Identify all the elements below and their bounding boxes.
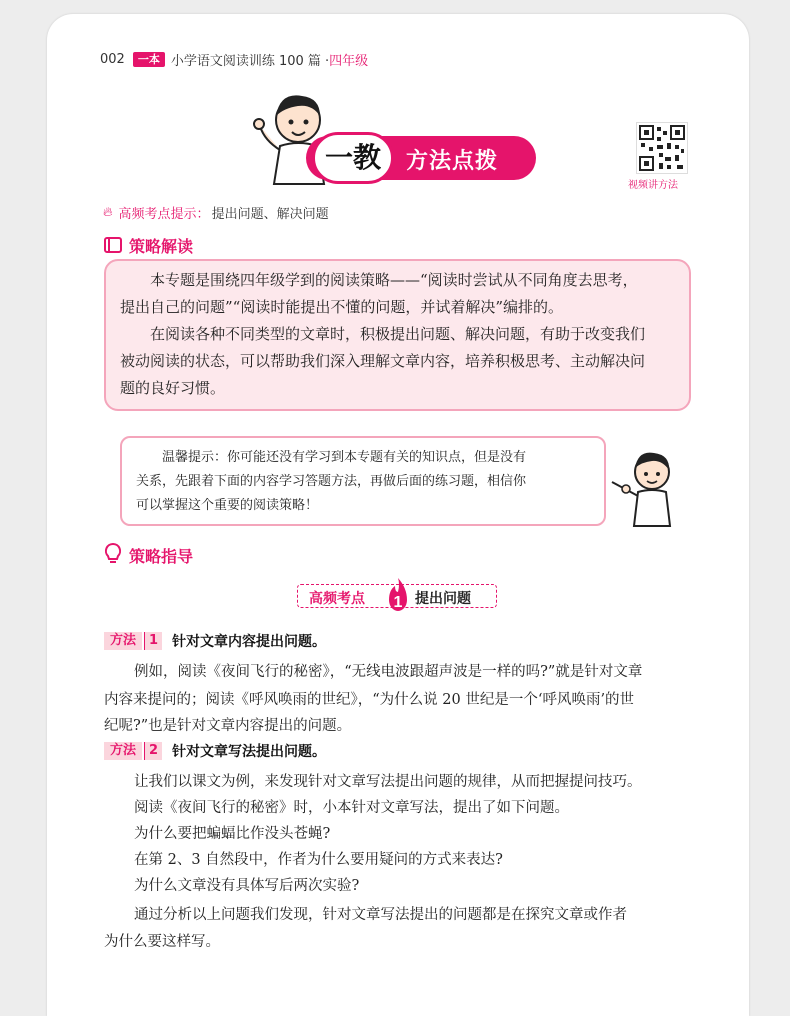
- method-2-heading: [104, 741, 326, 761]
- lightbulb-icon: [104, 542, 122, 564]
- method-1-line: 纪呢?”也是针对文章内容提出的问题。: [104, 718, 352, 734]
- tip-text: 提出问题、解决问题: [211, 207, 329, 222]
- warm-tip-line: 可以掌握这个重要的阅读策略！: [136, 498, 319, 513]
- strategy-line: 题的良好习惯。: [120, 379, 226, 397]
- method-tag: 方法: [104, 632, 142, 650]
- page-number: 002: [100, 51, 125, 67]
- method-1-line: 内容来提问的；阅读《呼风唤雨的世纪》，“为什么说 20 世纪是一个‘呼风唤雨’的世: [104, 692, 635, 708]
- warm-tip-line: 关系，先跟着下面的内容学习答题方法，再做后面的练习题，相信你: [136, 474, 527, 489]
- qr-code[interactable]: [636, 122, 688, 174]
- keypoint-label: 高频考点: [309, 591, 365, 607]
- strategy-line: 提出自己的问题”“阅读时能提出不懂的问题，并试着解决”编排的。: [120, 298, 564, 316]
- warm-tip-box: [120, 436, 606, 526]
- method-2-line: 为什么文章没有具体写后两次实验?: [134, 878, 360, 894]
- method-title: 针对文章写法提出问题。: [172, 744, 327, 760]
- grade-label: 四年级: [329, 53, 369, 69]
- keypoint-heading: [297, 578, 499, 616]
- method-number: 1: [144, 632, 162, 650]
- banner-title: 方法点拨: [406, 149, 499, 174]
- keypoint-tip: [103, 203, 329, 222]
- method-2-line: 让我们以课文为例，来发现针对文章写法提出问题的规律，从而把握提问技巧。: [134, 774, 642, 790]
- section-banner: [306, 132, 536, 186]
- method-1-line: 例如，阅读《夜间飞行的秘密》，“无线电波跟超声波是一样的吗?”就是针对文章: [134, 664, 643, 680]
- section-title-strategy-guide: 策略指导: [129, 547, 194, 566]
- strategy-line: 被动阅读的状态，可以帮助我们深入理解文章内容，培养积极思考、主动解决问: [120, 352, 646, 370]
- method-2-line: 为什么要把蝙蝠比作没头苍蝇?: [134, 826, 331, 842]
- method-1-heading: [104, 631, 326, 651]
- method-number: 2: [144, 742, 162, 760]
- method-2-line: 为什么要这样写。: [104, 934, 220, 950]
- book-title: 小学语文阅读训练 100 篇 ·: [170, 53, 330, 69]
- boy-mascot-teacher: [606, 448, 686, 528]
- keypoint-number: 1: [393, 594, 403, 611]
- strategy-line: 在阅读各种不同类型的文章时，积极提出问题、解决问题，有助于改变我们: [150, 325, 646, 343]
- method-2-line: 通过分析以上问题我们发现，针对文章写法提出的问题都是在探究文章或作者: [134, 907, 627, 923]
- tip-label: 高频考点提示：: [118, 207, 210, 222]
- qr-label: 视频讲方法: [628, 180, 678, 191]
- method-tag: 方法: [104, 742, 142, 760]
- method-2-line: 阅读《夜间飞行的秘密》时，小本针对文章写法，提出了如下问题。: [134, 800, 569, 816]
- running-header: [100, 50, 368, 68]
- method-2-line: 在第 2、3 自然段中，作者为什么要用疑问的方式来表达?: [134, 852, 503, 868]
- series-logo: 一本: [133, 52, 165, 67]
- strategy-reading-box: [104, 259, 691, 411]
- section-title-strategy-reading: 策略解读: [129, 237, 194, 256]
- strategy-line: 本专题是围绕四年级学到的阅读策略——“阅读时尝试从不同角度去思考，: [150, 271, 638, 289]
- flame-icon: 🔥︎: [103, 205, 113, 220]
- book-icon: [103, 236, 123, 254]
- banner-yi-jiao: 一教: [312, 132, 394, 184]
- method-title: 针对文章内容提出问题。: [172, 634, 327, 650]
- warm-tip-line: 温馨提示：你可能还没有学习到本专题有关的知识点，但是没有: [162, 450, 527, 465]
- flame-number-icon: [385, 576, 411, 614]
- warm-tip-text: [136, 446, 596, 518]
- keypoint-text: 提出问题: [415, 591, 471, 607]
